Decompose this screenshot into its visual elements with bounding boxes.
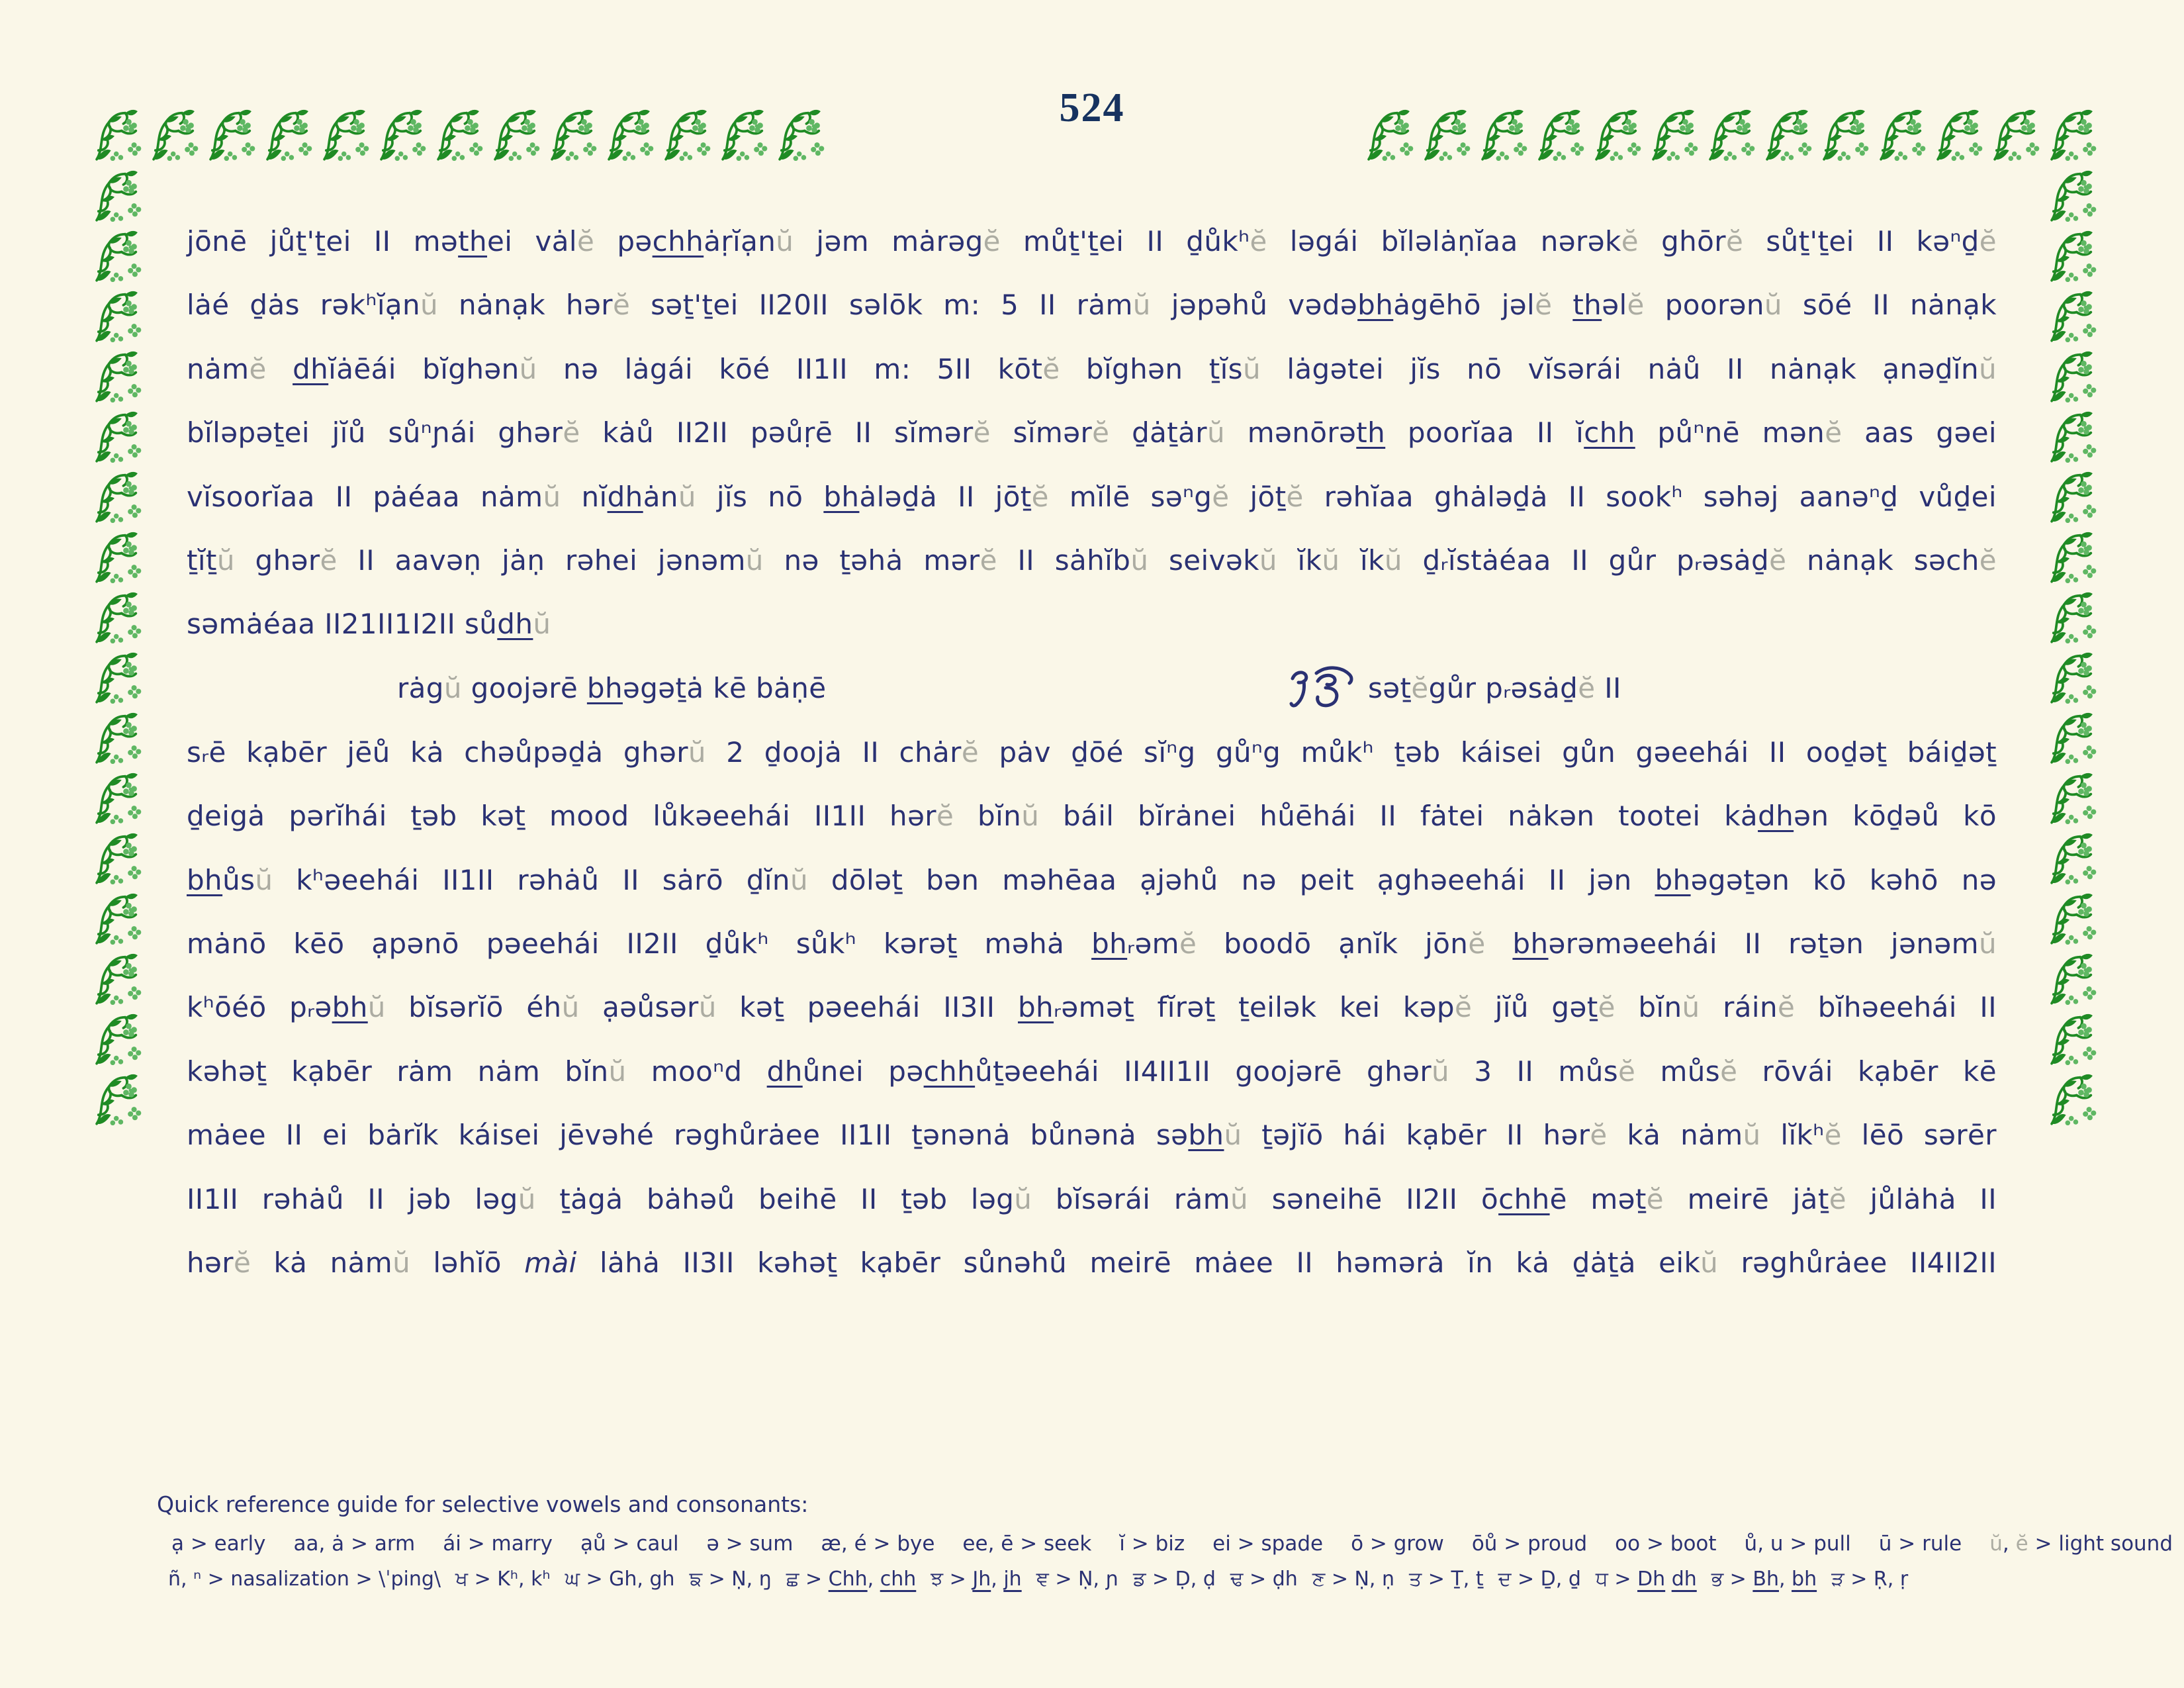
border-top-left-strip bbox=[86, 106, 826, 163]
floral-motif bbox=[86, 227, 143, 284]
floral-motif bbox=[2041, 227, 2098, 284]
guide-item: ਤ > Ṯ, ṯ bbox=[1409, 1568, 1484, 1591]
floral-motif bbox=[1756, 106, 1813, 163]
guide-item: ō > grow bbox=[1351, 1532, 1444, 1556]
floral-motif bbox=[1813, 106, 1870, 163]
floral-motif bbox=[86, 890, 143, 947]
guide-item: ə > sum bbox=[706, 1532, 794, 1556]
guide-item: ਖ > Kʰ, kʰ bbox=[455, 1568, 551, 1591]
body-line: mȧnō kēō ạpənō pəeehái II2II ḏůkʰ sůkʰ kərəṯ məhȧ bhᵣəmĕ boodō ạnĭk jōnĕ bhərəməeehái II rəṯən jənəmŭ bbox=[187, 927, 1997, 961]
floral-motif bbox=[769, 106, 826, 163]
floral-motif bbox=[2041, 588, 2098, 645]
floral-motif bbox=[86, 408, 143, 465]
floral-motif bbox=[86, 528, 143, 585]
floral-motif bbox=[1415, 106, 1472, 163]
floral-motif bbox=[371, 106, 428, 163]
guide-item: ਝ > Jh, jh bbox=[931, 1568, 1022, 1591]
guide-item: ਧ > Dh dh bbox=[1595, 1568, 1697, 1591]
guide-item: ਭ > Bh, bh bbox=[1711, 1568, 1817, 1591]
mangal-invocation bbox=[1286, 657, 1621, 721]
body-line: bĭləpəṯei jĭů sůⁿɲái ghərĕ kȧů II2II pəůṛē II sĭmərĕ sĭmərĕ ḏȧṯȧrŭ mənōrəth poorĭaa II ĭchh půⁿnē mənĕ aas gəei bbox=[187, 416, 1997, 449]
floral-motif bbox=[86, 829, 143, 886]
floral-motif bbox=[86, 1070, 143, 1127]
floral-motif bbox=[2041, 829, 2098, 886]
body-line: ṯĭṯŭ ghərĕ II aavəṇ jȧṇ rəhei jənəmŭ nə ṯəhȧ mərĕ II sȧhĭbŭ seivəkŭ ĭkŭ ĭkŭ ḏᵣĭstȧéaa II gůr pᵣəsȧḏĕ nȧnạk səchĕ bbox=[187, 544, 1997, 577]
body-line: kəhəṯ kạbēr rȧm nȧm bĭnŭ mooⁿd dhůnei pəchhůṯəeehái II4II1II goojərē ghərŭ 3 II můsĕ můsĕ rōvái kạbēr kē bbox=[187, 1055, 1997, 1088]
raag-title: rȧgŭ goojərē bhəgəṯȧ kē bȧṇē bbox=[397, 671, 827, 704]
guide-item: ōů > proud bbox=[1471, 1532, 1588, 1556]
floral-motif bbox=[86, 1010, 143, 1067]
guide-item: ñ, ⁿ > nasalization > \ˈping\ bbox=[168, 1568, 441, 1591]
body-line: hərĕ kȧ nȧmŭ ləhĭō mài lȧhȧ II3II kəhəṯ kạbēr sůnəhů meirē mȧee II həmərȧ ĭn kȧ ḏȧṯȧ eikŭ rəghůrȧee II4II2II bbox=[187, 1246, 1997, 1280]
floral-motif bbox=[86, 167, 143, 224]
guide-item: ái > marry bbox=[443, 1532, 553, 1556]
body-line: nȧmĕ dhĭȧēái bĭghənŭ nə lȧgái kōé II1II m: 5II kōtĕ bĭghən ṯĭsŭ lȧgətei jĭs nō vĭsərái nȧů II nȧnạk ạnəḏĭnŭ bbox=[187, 352, 1997, 385]
floral-motif bbox=[2041, 528, 2098, 585]
floral-motif bbox=[1700, 106, 1756, 163]
floral-motif bbox=[541, 106, 598, 163]
guide-consonant-row bbox=[168, 1564, 2142, 1595]
body-line: bhůsŭ kʰəeehái II1II rəhȧů II sȧrō ḏĭnŭ dōləṯ bən məhēaa ạjəhů nə peit ạghəeehái II jən bhəgəṯən kō kəhō nə bbox=[187, 863, 1997, 896]
body-text-block bbox=[187, 210, 1997, 1295]
body-line: mȧee II ei bȧrĭk káisei jēvəhé rəghůrȧee II1II ṯənənȧ bůnənȧ səbhŭ ṯəjĭō hái kạbēr II hərĕ kȧ nȧmŭ lĭkʰĕ lēō sərēr bbox=[187, 1119, 1997, 1152]
floral-motif bbox=[257, 106, 314, 163]
floral-motif bbox=[1984, 106, 2041, 163]
section-heading bbox=[187, 657, 1997, 721]
guide-item: æ, é > bye bbox=[821, 1532, 935, 1556]
guide-item: ਡ > Ḍ, ḍ bbox=[1132, 1568, 1216, 1591]
body-line: sᵣē kạbēr jēů kȧ chəůpəḏȧ ghərŭ 2 ḏoojȧ II chȧrĕ pȧv ḏōé sĭⁿg gůⁿg můkʰ ṯəb káisei gůn gəeehái II ooḏəṯ báiḏəṯ bbox=[187, 735, 1997, 769]
body-line: lȧé ḏȧs rəkʰĭạnŭ nȧnạk hərĕ səṯ'ṯei II20II səlōk m: 5 II rȧmŭ jəpəhů vədəbhȧgēhō jəlĕ thəlĕ poorənŭ sōé II nȧnạk bbox=[187, 289, 1997, 322]
floral-motif bbox=[86, 348, 143, 404]
guide-item: ů, u > pull bbox=[1744, 1532, 1851, 1556]
floral-motif bbox=[2041, 890, 2098, 947]
guide-item: ਦ > Ḏ, ḏ bbox=[1498, 1568, 1581, 1591]
floral-motif bbox=[1472, 106, 1529, 163]
page-number: 524 bbox=[1059, 85, 1125, 130]
floral-motif bbox=[2041, 287, 2098, 344]
guide-item: aa, ȧ > arm bbox=[293, 1532, 416, 1556]
floral-motif bbox=[1927, 106, 1984, 163]
floral-motif bbox=[1586, 106, 1643, 163]
floral-motif bbox=[86, 649, 143, 706]
floral-motif bbox=[2041, 106, 2098, 163]
floral-motif bbox=[2041, 950, 2098, 1007]
guide-item: ŭ, ĕ > light sound bbox=[1989, 1532, 2173, 1556]
mangal-text: səṯĕgůr pᵣəsȧḏĕ II bbox=[1368, 672, 1621, 705]
body-line: jōnē jůṯ'ṯei II məthei vȧlĕ pəchhȧṛĭạnŭ jəm mȧrəgĕ můṯ'ṯei II ḏůkʰĕ ləgái bĭləlȧṇĭaa nərəkĕ ghōrĕ sůṯ'ṯei II kəⁿḏĕ bbox=[187, 225, 1997, 258]
body-line: səmȧéaa II21II1I2II sůdhŭ bbox=[187, 608, 551, 641]
floral-motif bbox=[712, 106, 769, 163]
guide-item: oo > boot bbox=[1615, 1532, 1717, 1556]
guide-item: ੜ > Ṛ, ṛ bbox=[1831, 1568, 1909, 1591]
floral-motif bbox=[314, 106, 371, 163]
body-line: kʰōéō pᵣəbhŭ bĭsərĭō éhŭ ạəůsərŭ kəṯ pəeehái II3II bhᵣəməṯ fĭrəṯ ṯeilək kei kəpĕ jĭů gəṯĕ bĭnŭ ráinĕ bĭhəeehái II bbox=[187, 991, 1997, 1024]
border-left-strip bbox=[86, 167, 143, 1127]
floral-motif bbox=[86, 468, 143, 525]
guide-item: ee, ē > seek bbox=[962, 1532, 1092, 1556]
floral-motif bbox=[2041, 408, 2098, 465]
floral-motif bbox=[86, 950, 143, 1007]
guide-item: ਞ > Ṇ, ɲ bbox=[1036, 1568, 1118, 1591]
border-top-right-strip bbox=[1358, 106, 2098, 163]
guide-vowel-row bbox=[171, 1529, 2173, 1558]
floral-motif bbox=[86, 769, 143, 826]
guide-item: ਢ > ḍh bbox=[1230, 1568, 1298, 1591]
floral-motif bbox=[484, 106, 541, 163]
shalok-paragraph bbox=[187, 210, 1997, 657]
floral-motif bbox=[1870, 106, 1927, 163]
floral-motif bbox=[2041, 167, 2098, 224]
guide-item: ei > spade bbox=[1212, 1532, 1324, 1556]
body-line: ḏeigȧ pərĭhái ṯəb kəṯ mood lůkəeehái II1II hərĕ bĭnŭ báil bĭrȧnei hůēhái II fȧtei nȧkən tootei kȧdhən kōḏəů kō bbox=[187, 800, 1997, 833]
floral-motif bbox=[86, 588, 143, 645]
body-line: II1II rəhȧů II jəb ləgŭ ṯȧgȧ bȧhəů beihē II ṯəb ləgŭ bĭsərái rȧmŭ səneihē II2II ōchhē məṯĕ meirē jȧṯĕ jůlȧhȧ II bbox=[187, 1182, 1997, 1215]
guide-item: ū > rule bbox=[1878, 1532, 1962, 1556]
floral-motif bbox=[143, 106, 200, 163]
floral-motif bbox=[428, 106, 484, 163]
guide-item: ĭ > biz bbox=[1119, 1532, 1185, 1556]
floral-motif bbox=[1529, 106, 1586, 163]
ik-onkar-symbol bbox=[1286, 664, 1355, 713]
border-right-strip bbox=[2041, 167, 2098, 1127]
guide-item: ਘ > Gh, gh bbox=[565, 1568, 675, 1591]
guide-item: ạ > early bbox=[171, 1532, 266, 1556]
floral-motif bbox=[1358, 106, 1415, 163]
floral-motif bbox=[2041, 649, 2098, 706]
floral-motif bbox=[86, 287, 143, 344]
guide-item: ਛ > Chh, chh bbox=[786, 1568, 917, 1591]
kabir-shabad-paragraph bbox=[187, 721, 1997, 1295]
floral-motif bbox=[2041, 709, 2098, 766]
body-line: vĭsoorĭaa II pȧéaa nȧmŭ nĭdhȧnŭ jĭs nō bhȧləḏȧ II jōṯĕ mĭlē səⁿgĕ jōṯĕ rəhĭaa ghȧləḏȧ II sookʰ səhəj aanəⁿḏ vůḏei bbox=[187, 480, 1997, 513]
floral-motif bbox=[2041, 348, 2098, 404]
floral-motif bbox=[2041, 468, 2098, 525]
guide-item: ਣ > Ṇ, ṇ bbox=[1312, 1568, 1395, 1591]
floral-motif bbox=[2041, 769, 2098, 826]
guide-item: ਙ > Ṇ, ŋ bbox=[689, 1568, 772, 1591]
floral-motif bbox=[1643, 106, 1700, 163]
floral-motif bbox=[598, 106, 655, 163]
floral-motif bbox=[655, 106, 712, 163]
floral-motif bbox=[2041, 1070, 2098, 1127]
floral-motif bbox=[86, 709, 143, 766]
pronunciation-guide bbox=[157, 1491, 2173, 1595]
floral-motif bbox=[2041, 1010, 2098, 1067]
floral-motif bbox=[86, 106, 143, 163]
guide-title: Quick reference guide for selective vowels and consonants: bbox=[157, 1491, 809, 1517]
floral-motif bbox=[200, 106, 257, 163]
guide-item: ạů > caul bbox=[580, 1532, 679, 1556]
